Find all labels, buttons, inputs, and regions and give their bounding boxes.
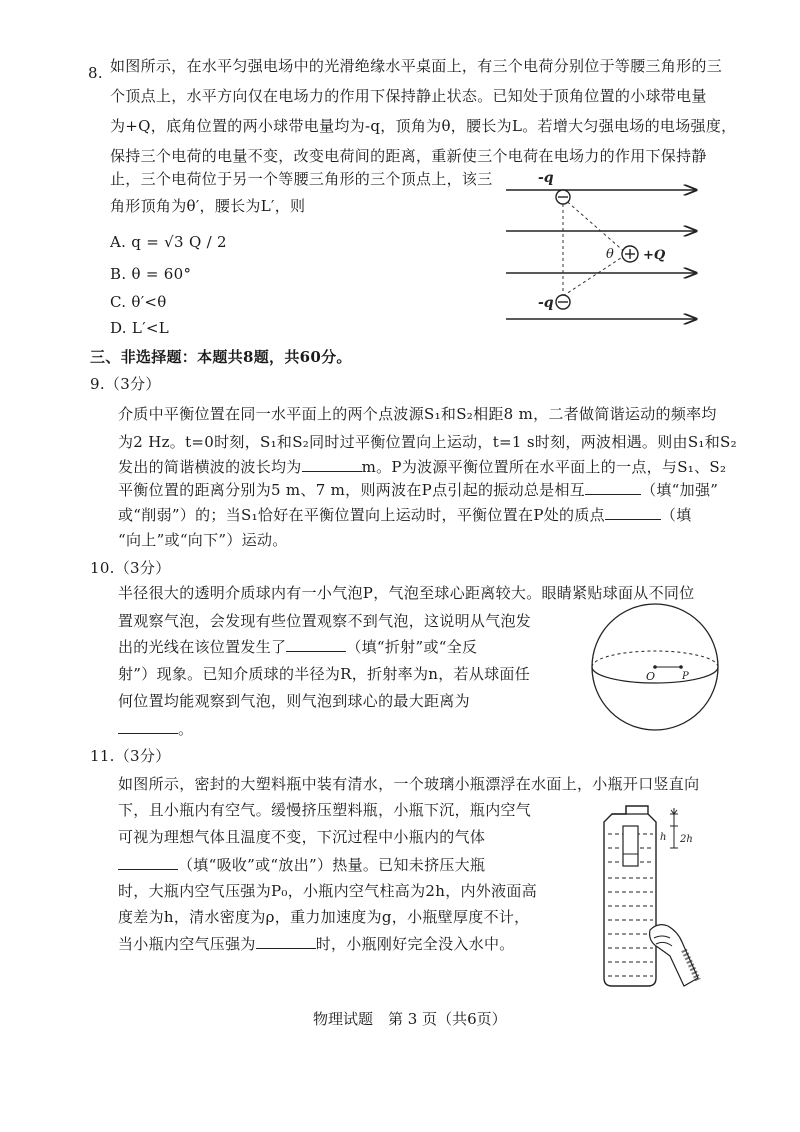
q11-line-7-tail: 时，小瓶刚好完全没入水中。 xyxy=(315,935,515,953)
q8-line-1: 如图所示，在水平匀强电场中的光滑绝缘水平桌面上，有三个电荷分别位于等腰三角形的三 xyxy=(110,57,723,75)
q9-line-1: 介质中平衡位置在同一水平面上的两个点波源S₁和S₂相距8 m，二者做简谐运动的频率均 xyxy=(118,405,717,423)
q9-line-4 xyxy=(118,480,718,500)
q9-blank-1 xyxy=(302,457,362,472)
q11-line-6: 度差为h，清水密度为ρ，重力加速度为g，小瓶壁厚度不计， xyxy=(118,908,530,926)
q11-line-2: 下，且小瓶内有空气。缓慢挤压塑料瓶，小瓶下沉，瓶内空气 xyxy=(118,801,532,819)
q11-line-4-text: （填“吸收”或“放出”）热量。已知未挤压大瓶 xyxy=(178,856,486,874)
q11-line-1: 如图所示，密封的大塑料瓶中装有清水，一个玻璃小瓶漂浮在水面上，小瓶开口竖直向 xyxy=(118,775,700,793)
q8-line-2: 个顶点上，水平方向仅在电场力的作用下保持静止状态。已知处于顶角位置的小球带电量 xyxy=(110,87,707,105)
q8-line-6: 角形顶角为θ′，腰长为L′，则 xyxy=(110,197,306,215)
q9-blank-2 xyxy=(585,480,641,495)
q9-line-4-tail: （填“加强” xyxy=(641,481,719,499)
q9-line-3 xyxy=(118,457,726,477)
q10-line-3 xyxy=(118,637,477,657)
q11-line-7 xyxy=(118,934,515,954)
q11-line-5: 时，大瓶内空气压强为P₀，小瓶内空气柱高为2h，内外液面高 xyxy=(118,882,538,900)
q10-blank-2 xyxy=(118,719,178,734)
q11-blank-2 xyxy=(256,934,316,949)
q9-number: 9.（3分） xyxy=(90,375,161,393)
q9-blank-3 xyxy=(605,505,661,520)
q8-top-charge-label: -q xyxy=(538,170,554,186)
q8-angle-label: θ xyxy=(606,247,614,262)
q10-line-3-tail: （填“折射”或“全反 xyxy=(346,638,478,656)
q9-line-5-text: 或“削弱”）的；当S₁恰好在平衡位置向上运动时，平衡位置在P处的质点 xyxy=(118,506,605,524)
q9-line-3-prefix: 发出的简谐横波的波长均为 xyxy=(118,458,302,476)
q11-line-3: 可视为理想气体且温度不变，下沉过程中小瓶内的气体 xyxy=(118,828,486,846)
q10-line-6 xyxy=(118,719,193,739)
q11-blank-1 xyxy=(118,855,178,870)
q10-number: 10.（3分） xyxy=(90,559,171,577)
q9-line-4-text: 平衡位置的距离分别为5 m、7 m，则两波在P点引起的振动总是相互 xyxy=(118,481,586,499)
q8-line-5: 止，三个电荷位于另一个等腰三角形的三个顶点上，该三 xyxy=(110,170,493,188)
q10-bubble-label: P xyxy=(682,671,689,682)
q8-number: 8. xyxy=(88,64,103,82)
q11-line-4 xyxy=(118,855,485,875)
q10-center-label: O xyxy=(646,670,656,683)
q11-number: 11.（3分） xyxy=(90,747,171,765)
q10-line-5: 何位置均能观察到气泡，则气泡到球心的最大距离为 xyxy=(118,692,470,710)
q11-line-7-text: 当小瓶内空气压强为 xyxy=(118,935,256,953)
q11-dim-h-label: h xyxy=(660,832,667,843)
q10-line-6-tail: 。 xyxy=(178,720,194,738)
q10-line-3-text: 出的光线在该位置发生了 xyxy=(118,638,287,656)
q8-bottom-charge-label: -q xyxy=(538,295,554,311)
q9-line-5-tail: （填 xyxy=(660,506,692,524)
q10-line-4: 射”）现象。已知介质球的半径为R，折射率为n，若从球面任 xyxy=(118,665,531,683)
q9-line-5 xyxy=(118,505,692,525)
q8-option-d: D. L′<L xyxy=(110,319,170,337)
q8-option-b: B. θ = 60° xyxy=(110,265,192,283)
q8-field-diagram xyxy=(500,168,710,333)
q9-line-2: 为2 Hz。t=0时刻，S₁和S₂同时过平衡位置向上运动，t=1 s时刻，两波相遇。则由S₁和S₂ xyxy=(118,433,737,451)
section-3-title: 三、非选择题：本题共8题，共60分。 xyxy=(90,348,352,366)
page-footer: 物理试题 第 3 页（共6页） xyxy=(313,1010,507,1028)
q10-line-1: 半径很大的透明介质球内有一小气泡P，气泡至球心距离较大。眼睛紧贴球面从不同位 xyxy=(118,584,695,602)
q8-line-3: 为+Q，底角位置的两小球带电量均为-q，顶角为θ，腰长为L。若增大匀强电场的电场强度， xyxy=(110,117,737,135)
q9-line-3-suffix: m。P为波源平衡位置所在水平面上的一点，与S₁、S₂ xyxy=(361,458,727,476)
q11-dim-2h-label: 2h xyxy=(680,834,693,845)
q8-option-a: A. q = √3 Q / 2 xyxy=(110,233,227,251)
q11-bottle-diagram xyxy=(598,800,713,990)
q9-line-6: “向上”或“向下”）运动。 xyxy=(118,531,288,549)
q10-sphere-diagram xyxy=(588,600,723,735)
q10-line-2: 置观察气泡，会发现有些位置观察不到气泡，这说明从气泡发 xyxy=(118,612,532,630)
q8-line-4: 保持三个电荷的电量不变，改变电荷间的距离，重新使三个电荷在电场力的作用下保持静 xyxy=(110,147,707,165)
q8-right-charge-label: +Q xyxy=(643,248,666,263)
q8-option-c: C. θ′<θ xyxy=(110,293,167,311)
q10-blank-1 xyxy=(286,637,346,652)
